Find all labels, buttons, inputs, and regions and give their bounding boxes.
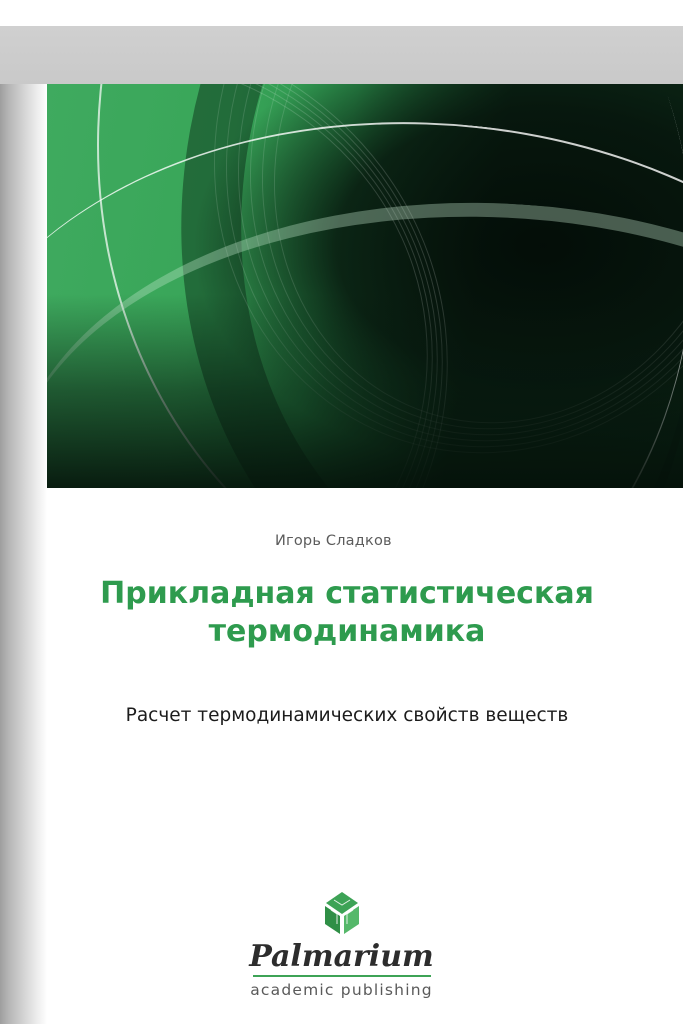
publisher-block	[0, 890, 683, 999]
cover-artwork	[47, 84, 683, 488]
cover-spine-gradient	[0, 0, 47, 1024]
artwork-bottom-shade	[47, 84, 683, 488]
cover-title: Прикладная статистическая термодинамика	[100, 576, 594, 650]
cover-top-white-strip	[0, 0, 683, 26]
cover-subtitle: Расчет термодинамических свойств веществ	[125, 705, 569, 726]
publisher-tagline: academic publishing	[250, 981, 433, 999]
cover-author: Игорь Сладков	[275, 533, 392, 549]
publisher-rule	[253, 975, 431, 977]
publisher-name: Palmarium	[249, 939, 434, 974]
palmarium-cube-icon	[314, 890, 370, 936]
